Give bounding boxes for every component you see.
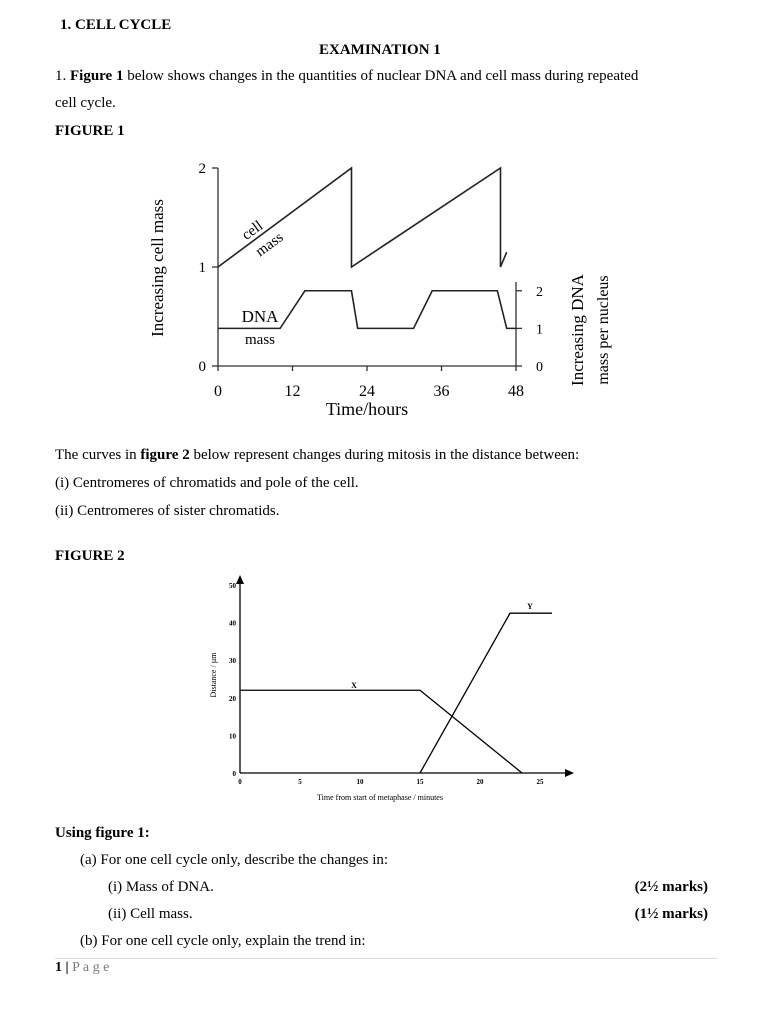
x-tick-label: 24 [359,383,375,400]
figure-2-reference: figure 2 [140,447,190,463]
figure-2-label: FIGURE 2 [55,548,125,564]
x-tick-label: 0 [214,383,222,400]
x-tick-label: 12 [284,383,301,400]
y-tick-label: 40 [229,619,236,628]
footer-divider [55,958,717,959]
x-tick-label: 36 [433,383,450,400]
dna-mass-label-line1: DNA [241,307,279,326]
question-a-ii: (ii) Cell mass. [108,906,193,922]
x-tick-label: 25 [536,778,544,786]
x-tick-label: 15 [416,778,424,786]
question-a-ii-marks: (1½ marks) [634,906,708,922]
cell-mass-label-line2: mass [252,229,287,261]
page-separator: | [65,960,69,975]
question-1-text: below shows changes in the quantities of nuclear DNA and cell mass during repeated [127,68,639,84]
section-title: 1. CELL CYCLE [60,17,172,33]
question-b: (b) For one cell cycle only, explain the trend in: [80,933,366,949]
left-y-tick-label: 2 [198,161,206,177]
question-a-i-marks: (2½ marks) [634,879,708,895]
page-footer [55,960,109,976]
question-number: 1. [55,68,67,84]
x-tick-label: 20 [476,778,484,786]
cell-mass-label-line1: cell [239,217,267,244]
page-number: 1 [55,960,62,975]
question-a: (a) For one cell cycle only, describe the changes in: [80,852,389,868]
left-y-tick-label: 0 [198,359,206,375]
right-y-axis-title-line2: mass per nucleus [595,275,612,385]
y-axis-arrow [236,575,244,584]
list-item-1: (i) Centromeres of chromatids and pole of the cell. [55,475,359,491]
y-tick-label: 10 [229,732,236,741]
y-tick-label: 30 [229,657,236,666]
using-figure-label: Using figure 1: [55,825,150,841]
right-y-tick-label: 0 [536,360,543,375]
x-axis-title: Time from start of metaphase / minutes [317,793,443,802]
figure-1-reference: Figure 1 [70,68,124,84]
left-y-axis-title: Increasing cell mass [148,199,167,337]
x-axis-title: Time/hours [325,399,409,419]
x-tick-label: 0 [238,778,242,786]
curve-x-line [240,690,522,773]
x-axis-arrow [565,769,574,777]
curve-x-label: X [351,681,357,690]
figure-1-label: FIGURE 1 [55,123,125,139]
figure-2-intro-suffix: below represent changes during mitosis in the distance between: [193,447,580,463]
page-word: P a g e [72,960,110,975]
right-y-tick-label: 2 [536,284,543,300]
list-item-2: (ii) Centromeres of sister chromatids. [55,503,280,519]
exam-title: EXAMINATION 1 [319,42,441,58]
y-tick-label: 50 [229,582,236,590]
figure-2-intro-prefix: The curves in [55,447,137,463]
right-y-axis-title-line1: Increasing DNA [568,274,587,386]
y-axis-title: Distance / µm [209,652,218,698]
y-tick-label: 20 [229,694,236,703]
question-1-text-line2: cell cycle. [55,95,116,111]
y-tick-label: 0 [232,770,236,778]
question-a-i: (i) Mass of DNA. [108,879,214,895]
curve-y-line [420,613,552,773]
x-tick-label: 48 [508,383,524,400]
curve-y-label: Y [527,602,533,611]
x-tick-label: 10 [356,778,364,786]
right-y-tick-label: 1 [536,322,543,338]
left-y-tick-label: 1 [198,260,206,276]
dna-mass-label-line2: mass [245,332,275,348]
x-tick-label: 5 [298,778,302,786]
